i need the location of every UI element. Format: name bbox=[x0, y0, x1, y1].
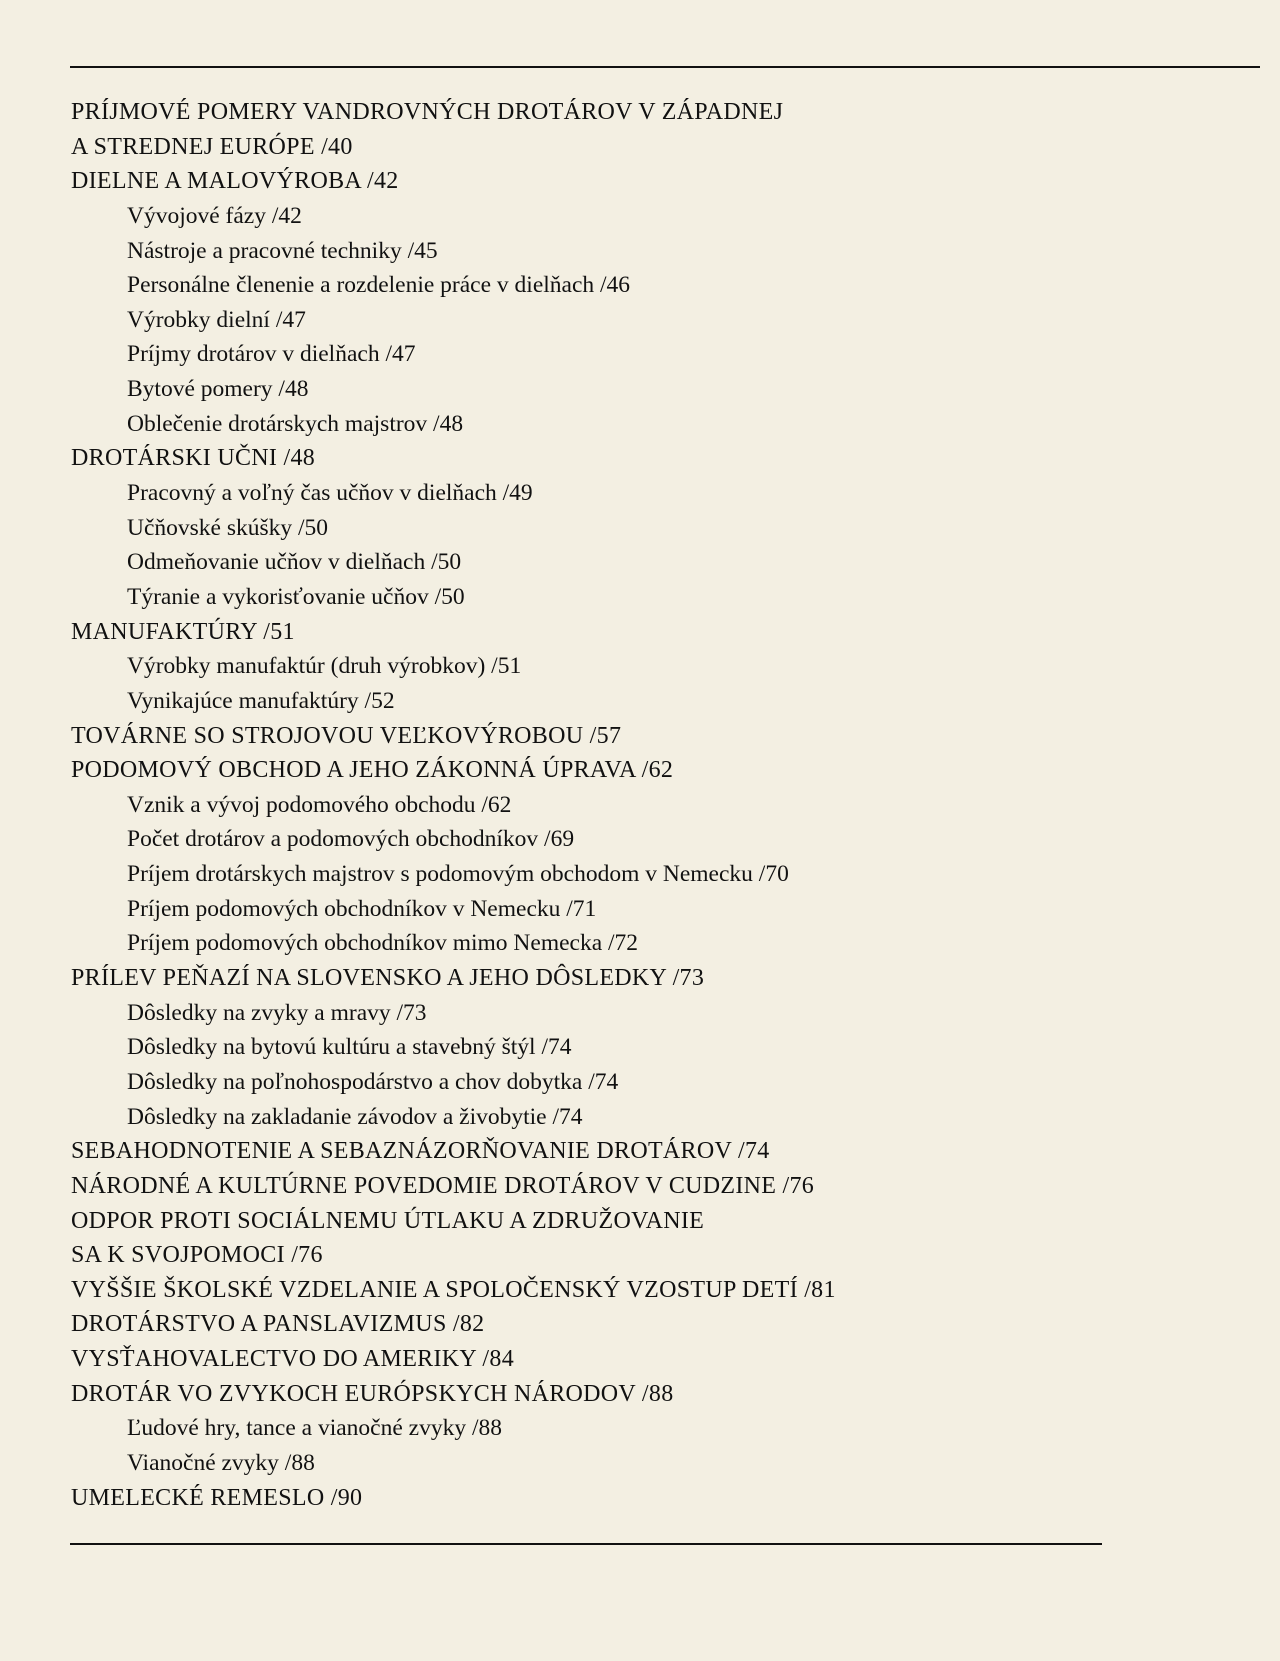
toc-subsection: Vznik a vývoj podomového obchodu /62 bbox=[127, 791, 512, 818]
toc-subsection: Pracovný a voľný čas učňov v dielňach /49 bbox=[127, 480, 533, 507]
toc-chapter-heading: PODOMOVÝ OBCHOD A JEHO ZÁKONNÁ ÚPRAVA /62 bbox=[71, 757, 674, 784]
toc-chapter-heading: TOVÁRNE SO STROJOVOU VEĽKOVÝROBOU /57 bbox=[71, 722, 622, 749]
toc-subsection: Ľudové hry, tance a vianočné zvyky /88 bbox=[127, 1415, 502, 1442]
toc-subsection: Príjmy drotárov v dielňach /47 bbox=[127, 341, 416, 368]
toc-subsection: Vynikajúce manufaktúry /52 bbox=[127, 687, 395, 714]
toc-chapter-heading: DROTÁRSTVO A PANSLAVIZMUS /82 bbox=[71, 1311, 485, 1338]
toc-subsection: Odmeňovanie učňov v dielňach /50 bbox=[127, 549, 462, 576]
toc-subsection: Dôsledky na poľnohospodárstvo a chov dobytka /74 bbox=[127, 1068, 619, 1095]
toc-chapter-heading: DROTÁRSKI UČNI /48 bbox=[71, 445, 316, 472]
toc-subsection: Dôsledky na zakladanie závodov a živobytie /74 bbox=[127, 1103, 583, 1130]
toc-chapter-heading: SEBAHODNOTENIE A SEBAZNÁZORŇOVANIE DROTÁROV /74 bbox=[71, 1138, 770, 1165]
toc-chapter-heading: A STREDNEJ EURÓPE /40 bbox=[71, 133, 353, 160]
toc-subsection: Príjem drotárskych majstrov s podomovým obchodom v Nemecku /70 bbox=[127, 861, 789, 888]
toc-subsection: Učňovské skúšky /50 bbox=[127, 514, 329, 541]
toc-subsection: Personálne členenie a rozdelenie práce v dielňach /46 bbox=[127, 272, 631, 299]
toc-subsection: Nástroje a pracovné techniky /45 bbox=[127, 237, 438, 264]
toc-chapter-heading: NÁRODNÉ A KULTÚRNE POVEDOMIE DROTÁROV V CUDZINE /76 bbox=[71, 1172, 815, 1199]
toc-chapter-heading: DROTÁR VO ZVYKOCH EURÓPSKYCH NÁRODOV /88 bbox=[71, 1380, 674, 1407]
toc-chapter-heading: VYŠŠIE ŠKOLSKÉ VZDELANIE A SPOLOČENSKÝ VZOSTUP DETÍ /81 bbox=[71, 1276, 836, 1303]
toc-subsection: Príjem podomových obchodníkov mimo Nemecka /72 bbox=[127, 930, 639, 957]
toc-subsection: Týranie a vykorisťovanie učňov /50 bbox=[127, 583, 465, 610]
toc-subsection: Výrobky manufaktúr (druh výrobkov) /51 bbox=[127, 653, 522, 680]
toc-chapter-heading: DIELNE A MALOVÝROBA /42 bbox=[71, 168, 399, 195]
toc-subsection: Bytové pomery /48 bbox=[127, 376, 309, 403]
toc-subsection: Dôsledky na bytovú kultúru a stavebný štýl /74 bbox=[127, 1034, 572, 1061]
toc-chapter-heading: MANUFAKTÚRY /51 bbox=[71, 618, 295, 645]
table-of-contents bbox=[71, 95, 1241, 1515]
toc-subsection: Oblečenie drotárskych majstrov /48 bbox=[127, 410, 464, 437]
toc-subsection: Dôsledky na zvyky a mravy /73 bbox=[127, 999, 427, 1026]
toc-chapter-heading: UMELECKÉ REMESLO /90 bbox=[71, 1484, 363, 1511]
toc-subsection: Vývojové fázy /42 bbox=[127, 202, 302, 229]
toc-subsection: Výrobky dielní /47 bbox=[127, 306, 306, 333]
toc-chapter-heading: SA K SVOJPOMOCI /76 bbox=[71, 1242, 323, 1269]
bottom-rule bbox=[70, 1543, 1102, 1545]
toc-chapter-heading: PRÍJMOVÉ POMERY VANDROVNÝCH DROTÁROV V ZÁPADNEJ bbox=[71, 99, 784, 125]
toc-subsection: Počet drotárov a podomových obchodníkov /69 bbox=[127, 826, 575, 853]
toc-subsection: Vianočné zvyky /88 bbox=[127, 1449, 315, 1476]
toc-chapter-heading: ODPOR PROTI SOCIÁLNEMU ÚTLAKU A ZDRUŽOVANIE bbox=[71, 1207, 705, 1234]
top-rule bbox=[70, 66, 1260, 68]
toc-subsection: Príjem podomových obchodníkov v Nemecku /71 bbox=[127, 895, 597, 922]
toc-chapter-heading: PRÍLEV PEŇAZÍ NA SLOVENSKO A JEHO DÔSLEDKY /73 bbox=[71, 965, 705, 992]
toc-chapter-heading: VYSŤAHOVALECTVO DO AMERIKY /84 bbox=[71, 1346, 515, 1373]
